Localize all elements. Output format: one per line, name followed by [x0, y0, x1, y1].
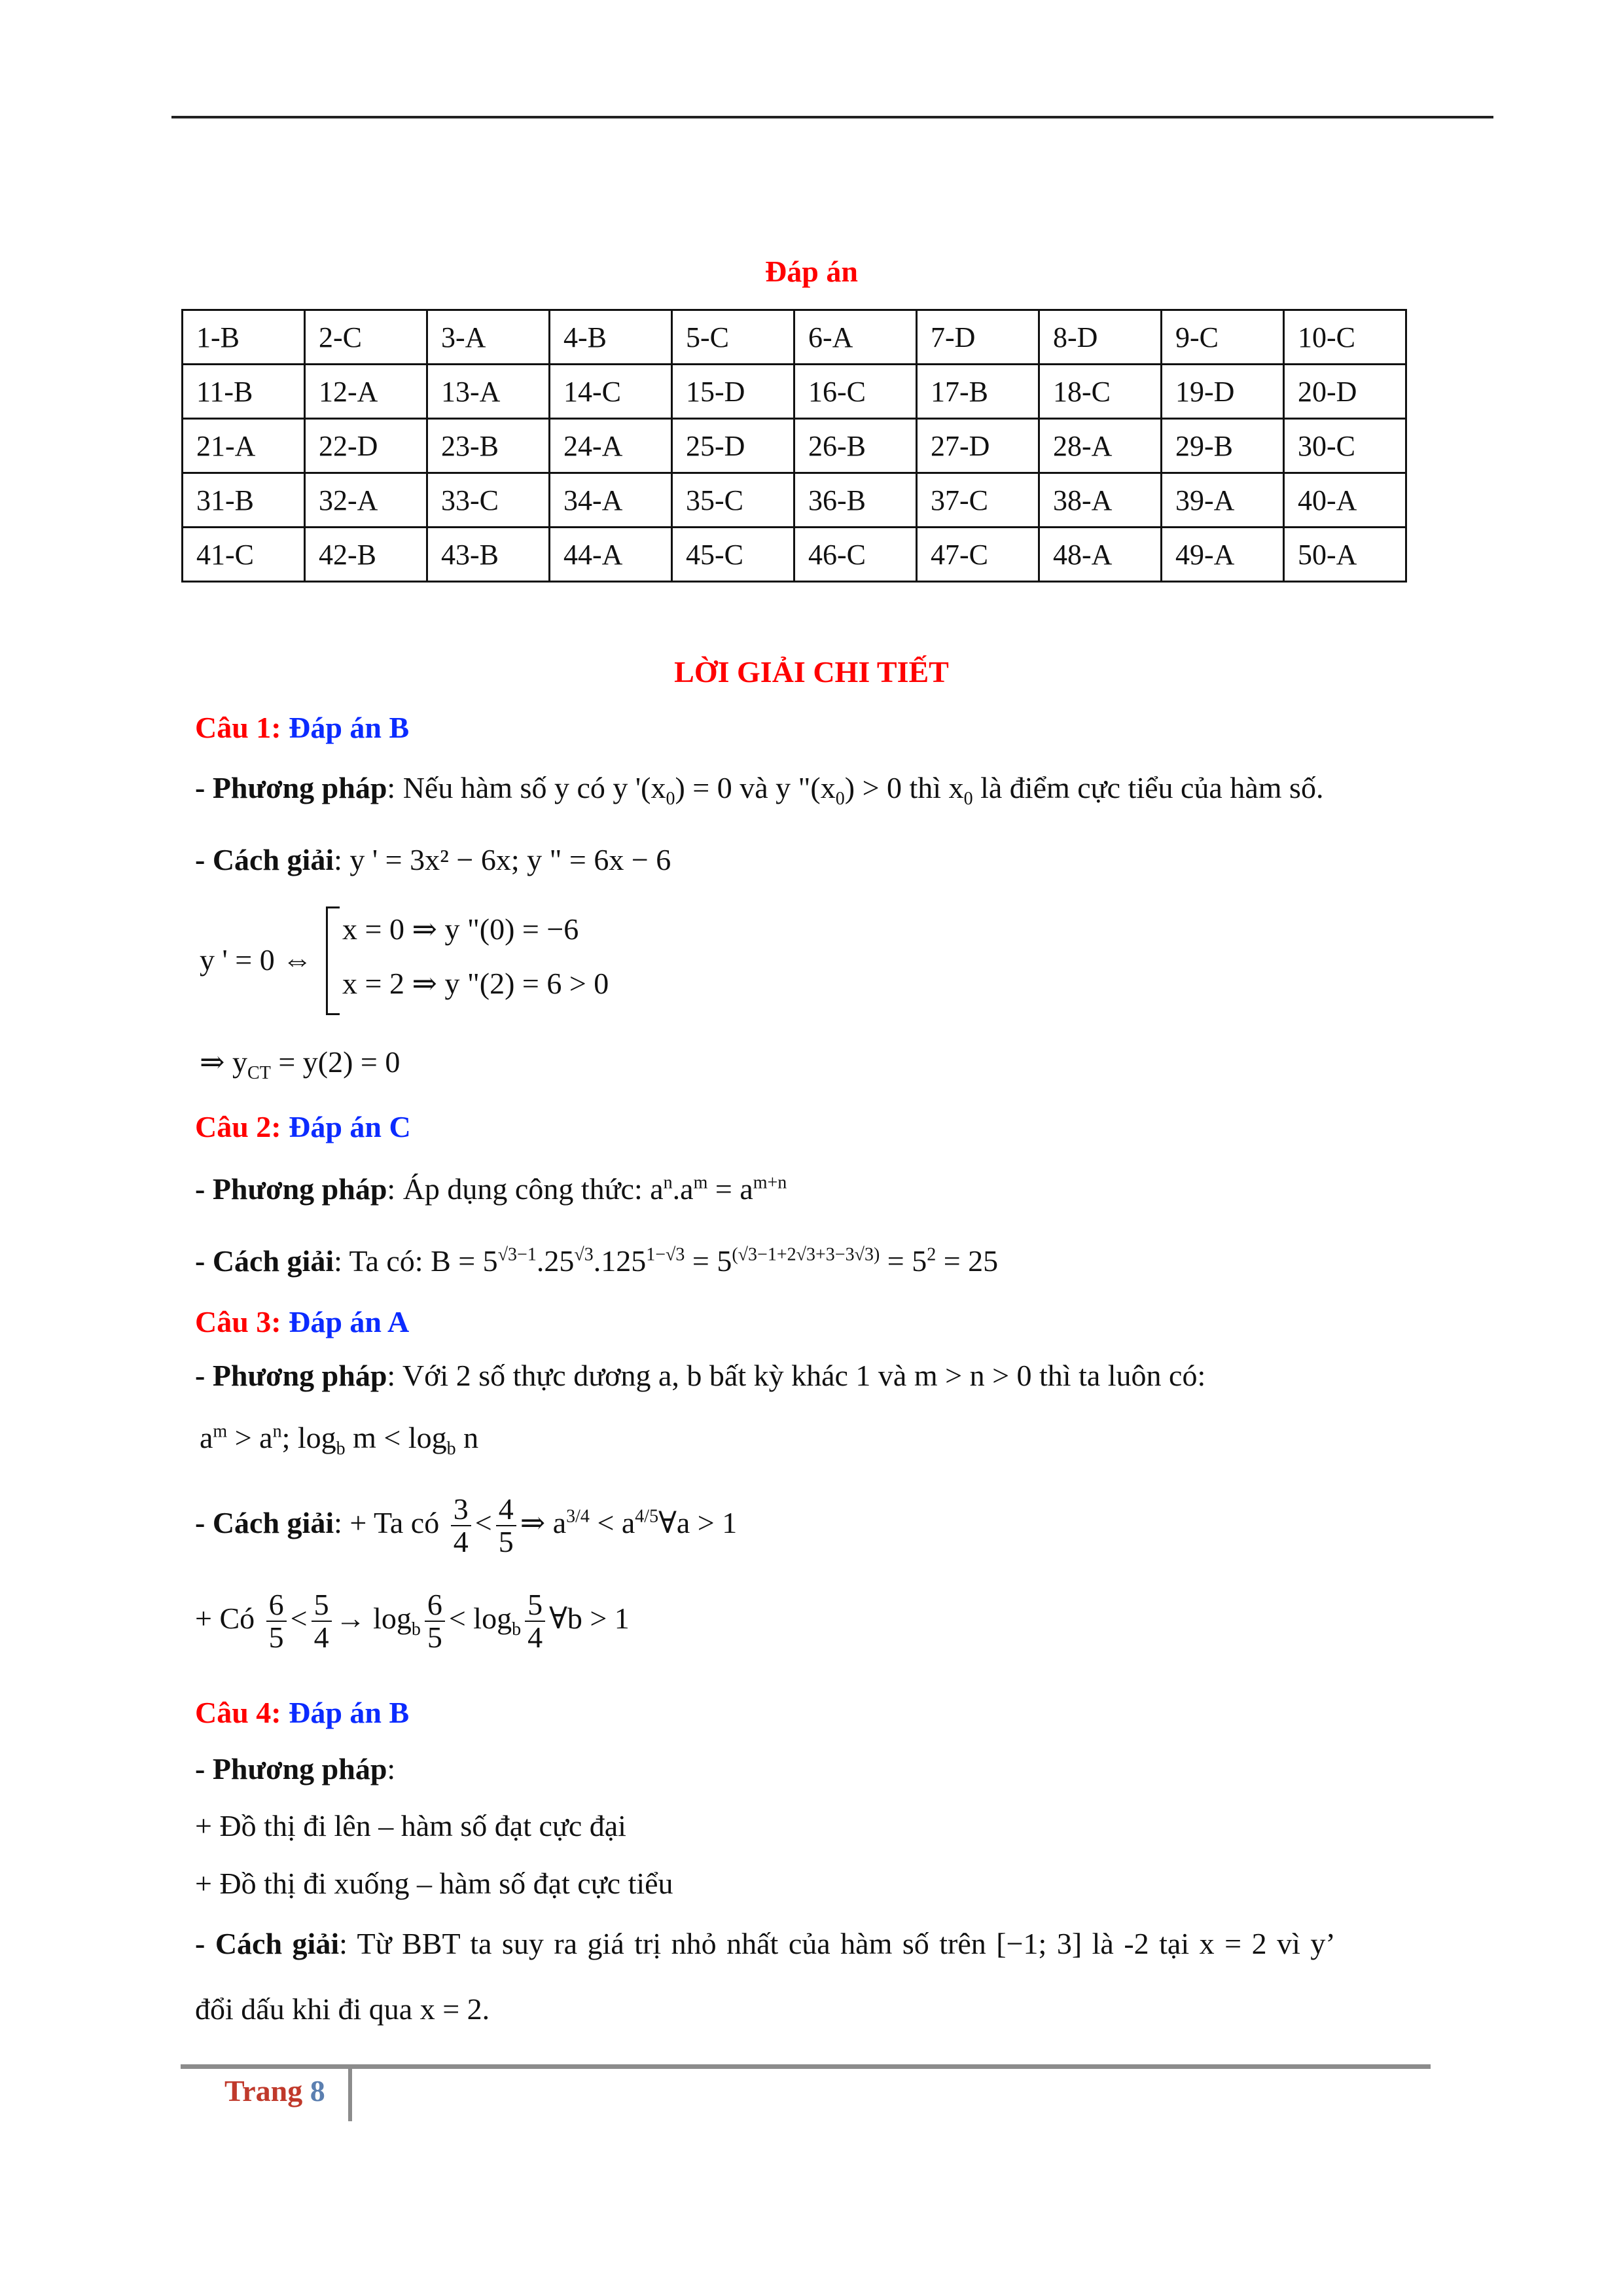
answer-cell: 42-B [305, 528, 427, 582]
answer-cell: 34-A [550, 473, 672, 528]
answer-cell: 49-A [1162, 528, 1284, 582]
answer-cell: 46-C [794, 528, 917, 582]
q4-solution-cont: đổi dấu khi đi qua x = 2. [195, 1992, 490, 2026]
answer-row [183, 419, 1406, 473]
answer-cell: 10-C [1284, 310, 1406, 365]
answer-cell: 19-D [1162, 365, 1284, 419]
answer-cell: 2-C [305, 310, 427, 365]
answer-cell: 7-D [917, 310, 1039, 365]
answer-cell: 36-B [794, 473, 917, 528]
answer-cell: 35-C [672, 473, 794, 528]
page-number: Trang 8 [224, 2074, 325, 2108]
q1-system-bracket [326, 906, 340, 1015]
answer-cell: 44-A [550, 528, 672, 582]
answer-key-table [181, 309, 1407, 583]
answer-cell: 14-C [550, 365, 672, 419]
answer-cell: 30-C [1284, 419, 1406, 473]
answer-cell: 28-A [1039, 419, 1162, 473]
answer-row [183, 310, 1406, 365]
answer-cell: 15-D [672, 365, 794, 419]
q1-solution: - Cách giải: y ' = 3x² − 6x; y " = 6x − 6 [195, 843, 671, 876]
answer-cell: 48-A [1039, 528, 1162, 582]
q4-method: - Phương pháp: [195, 1752, 396, 1785]
answer-cell: 22-D [305, 419, 427, 473]
answer-cell: 41-C [183, 528, 305, 582]
q3-solution-1: - Cách giải: + Ta có $\frac{3}{4}$ < $\frac{4}{5}$ ⇒ $a^{3/4}$ < $a^{4/5}\forall a > 1$ [195, 1492, 738, 1559]
question-3-heading: Câu 3: Đáp án A [195, 1305, 410, 1338]
answer-row [183, 528, 1406, 582]
answer-cell: 21-A [183, 419, 305, 473]
answer-cell: 5-C [672, 310, 794, 365]
answer-row [183, 365, 1406, 419]
q2-solution: - Cách giải: Ta có: $B = 5^{√3-1}.25^{√3}.125^{1-√3} = 5^{(√3-1+2√3+3-3√3)} = 5^2 = 25$ [195, 1244, 999, 1278]
answer-cell: 23-B [427, 419, 550, 473]
answer-cell: 9-C [1162, 310, 1284, 365]
answer-cell: 4-B [550, 310, 672, 365]
question-2-heading: Câu 2: Đáp án C [195, 1110, 411, 1143]
q3-solution-2: + Có $\frac{6}{5}$ < $\frac{5}{4}$ → $\log_b$ $\frac{6}{5}$ < $\log_b$ $\frac{5}{4}$ ∀b > 1 [195, 1588, 630, 1655]
answer-cell: 26-B [794, 419, 917, 473]
q1-case-2: x = 2 ⇒ y "(2) = 6 > 0 [342, 967, 609, 1000]
answer-cell: 29-B [1162, 419, 1284, 473]
answer-cell: 38-A [1039, 473, 1162, 528]
question-4-heading: Câu 4: Đáp án B [195, 1696, 410, 1729]
answer-cell: 50-A [1284, 528, 1406, 582]
answer-cell: 40-A [1284, 473, 1406, 528]
answer-cell: 39-A [1162, 473, 1284, 528]
q4-bullet-1: + Đồ thị đi lên – hàm số đạt cực đại [195, 1809, 626, 1842]
q1-equiv: y ' = 0 ⇔ [200, 943, 313, 977]
q2-method: - Phương pháp: Áp dụng công thức: $a^n.a^m = a^{m+n}$ [195, 1172, 787, 1206]
answer-cell: 6-A [794, 310, 917, 365]
answer-cell: 13-A [427, 365, 550, 419]
q4-solution: - Cách giải: Từ BBT ta suy ra giá trị nhỏ nhất của hàm số trên [−1; 3] là -2 tại x = 2 vì y’ [195, 1927, 1336, 1960]
q1-result: ⇒ $y_{CT} = y(2) = 0$ [200, 1045, 401, 1084]
q3-method: - Phương pháp: Với 2 số thực dương a, b bất kỳ khác 1 và m > n > 0 thì ta luôn có: [195, 1359, 1206, 1392]
answer-cell: 16-C [794, 365, 917, 419]
answer-cell: 43-B [427, 528, 550, 582]
answer-cell: 17-B [917, 365, 1039, 419]
answer-cell: 3-A [427, 310, 550, 365]
answer-cell: 8-D [1039, 310, 1162, 365]
answer-cell: 1-B [183, 310, 305, 365]
q3-rule: $a^m > a^n$; $\log_b m < \log_b n$ [200, 1421, 479, 1460]
footer-divider [348, 2069, 352, 2121]
q4-bullet-2: + Đồ thị đi xuống – hàm số đạt cực tiểu [195, 1867, 673, 1900]
answer-key-title: Đáp án [765, 255, 858, 288]
solution-title: LỜI GIẢI CHI TIẾT [674, 655, 949, 689]
answer-cell: 27-D [917, 419, 1039, 473]
answer-cell: 47-C [917, 528, 1039, 582]
answer-cell: 32-A [305, 473, 427, 528]
answer-cell: 18-C [1039, 365, 1162, 419]
header-rule [171, 116, 1493, 118]
answer-cell: 45-C [672, 528, 794, 582]
answer-cell: 33-C [427, 473, 550, 528]
footer-rule [181, 2064, 1431, 2069]
q1-case-1: x = 0 ⇒ y "(0) = −6 [342, 912, 579, 946]
answer-cell: 25-D [672, 419, 794, 473]
answer-cell: 11-B [183, 365, 305, 419]
answer-row [183, 473, 1406, 528]
answer-cell: 20-D [1284, 365, 1406, 419]
answer-cell: 31-B [183, 473, 305, 528]
q1-method: - Phương pháp: Nếu hàm số y có y '$(x_0) = 0$ và y "$(x_0) > 0$ thì $x_0$ là điểm cực tiểu của hàm số. [195, 771, 1324, 810]
question-1-heading: Câu 1: Đáp án B [195, 711, 410, 744]
answer-cell: 37-C [917, 473, 1039, 528]
answer-cell: 24-A [550, 419, 672, 473]
answer-cell: 12-A [305, 365, 427, 419]
